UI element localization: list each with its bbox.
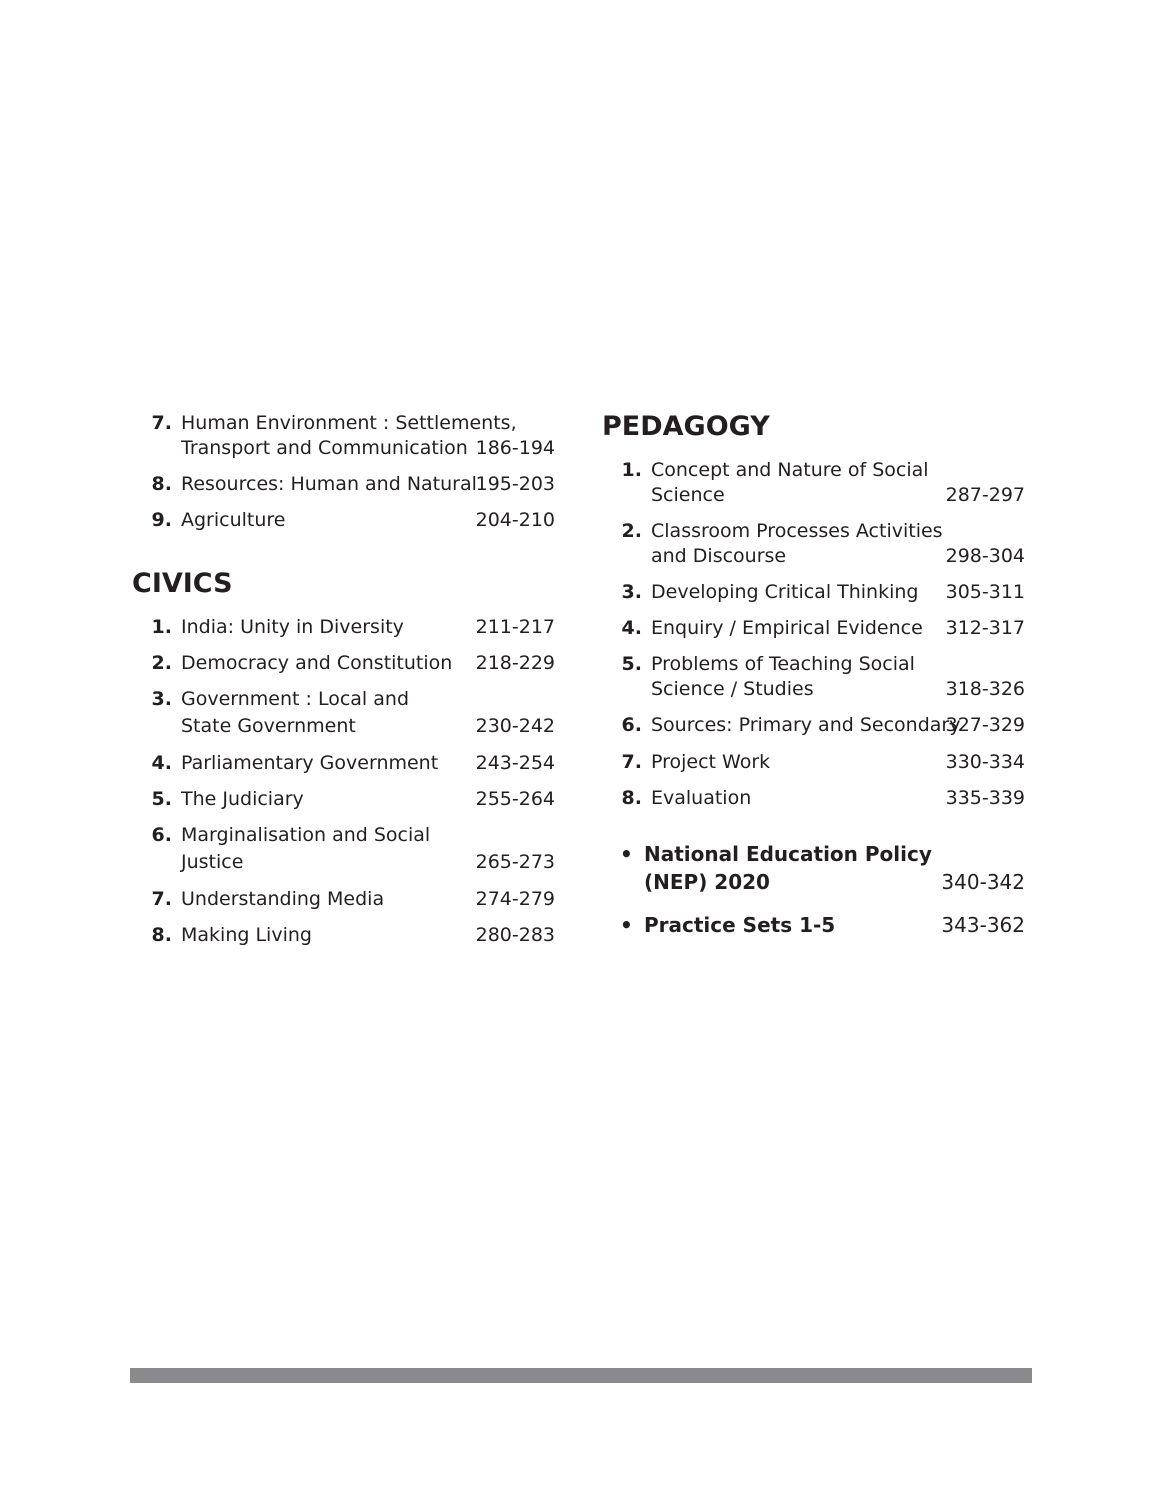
entry-pages: 287-297	[945, 484, 1025, 506]
entry-pages: 312-317	[945, 617, 1025, 639]
entry-number: 2.	[621, 520, 642, 542]
entry-title-line: Sources: Primary and Secondary	[651, 714, 961, 736]
entry-pages: 343-362	[941, 913, 1025, 937]
entry-pages: 265-273	[475, 851, 555, 873]
entry-title-line: India: Unity in Diversity	[181, 616, 404, 638]
entry-title-line: Science	[651, 484, 725, 506]
entry-title-line: Practice Sets 1-5	[644, 913, 836, 937]
section-heading-pedagogy: PEDAGOGY	[602, 411, 770, 442]
entry-title-line: (NEP) 2020	[644, 870, 770, 894]
entry-number: 7.	[151, 412, 172, 434]
entry-title-line: State Government	[181, 715, 356, 737]
entry-title-line: Science / Studies	[651, 678, 814, 700]
entry-pages: 218-229	[475, 652, 555, 674]
entry-title-line: Understanding Media	[181, 888, 385, 910]
entry-title-line: Agriculture	[181, 509, 286, 531]
entry-number: 5.	[151, 788, 172, 810]
bullet-icon: •	[620, 913, 633, 937]
entry-pages: 186-194	[475, 437, 555, 459]
entry-pages: 274-279	[475, 888, 555, 910]
entry-title-line: Government : Local and	[181, 688, 409, 710]
entry-number: 8.	[151, 924, 172, 946]
entry-pages: 330-334	[945, 751, 1025, 773]
entry-title-line: Democracy and Constitution	[181, 652, 453, 674]
entry-pages: 327-329	[945, 714, 1025, 736]
entry-pages: 255-264	[475, 788, 555, 810]
footer-divider-bar	[130, 1368, 1032, 1383]
entry-number: 8.	[621, 787, 642, 809]
entry-pages: 305-311	[945, 581, 1025, 603]
entry-pages: 298-304	[945, 545, 1025, 567]
entry-title-line: Enquiry / Empirical Evidence	[651, 617, 923, 639]
section-heading-civics: CIVICS	[132, 568, 233, 599]
entry-number: 1.	[621, 459, 642, 481]
entry-number: 4.	[151, 752, 172, 774]
entry-pages: 340-342	[941, 870, 1025, 894]
entry-title-line: Resources: Human and Natural	[181, 473, 477, 495]
entry-pages: 230-242	[475, 715, 555, 737]
entry-pages: 318-326	[945, 678, 1025, 700]
entry-number: 3.	[151, 688, 172, 710]
entry-number: 1.	[151, 616, 172, 638]
entry-number: 6.	[151, 824, 172, 846]
entry-title-line: Problems of Teaching Social	[651, 653, 915, 675]
entry-title-line: Marginalisation and Social	[181, 824, 431, 846]
entry-number: 7.	[621, 751, 642, 773]
entry-title-line: Project Work	[651, 751, 771, 773]
entry-title-line: Classroom Processes Activities	[651, 520, 943, 542]
entry-title-line: Evaluation	[651, 787, 752, 809]
entry-title-line: Transport and Communication	[181, 437, 468, 459]
entry-number: 8.	[151, 473, 172, 495]
entry-title-line: The Judiciary	[181, 788, 304, 810]
entry-number: 5.	[621, 653, 642, 675]
entry-title-line: Justice	[181, 851, 244, 873]
entry-title-line: Making Living	[181, 924, 312, 946]
entry-pages: 195-203	[475, 473, 555, 495]
entry-title-line: Developing Critical Thinking	[651, 581, 919, 603]
entry-pages: 211-217	[475, 616, 555, 638]
entry-number: 7.	[151, 888, 172, 910]
bullet-icon: •	[620, 842, 633, 866]
entry-title-line: Concept and Nature of Social	[651, 459, 929, 481]
entry-number: 2.	[151, 652, 172, 674]
entry-title-line: National Education Policy	[644, 842, 932, 866]
entry-number: 6.	[621, 714, 642, 736]
entry-pages: 243-254	[475, 752, 555, 774]
entry-title-line: Human Environment : Settlements,	[181, 412, 517, 434]
entry-pages: 204-210	[475, 509, 555, 531]
entry-number: 9.	[151, 509, 172, 531]
entry-title-line: Parliamentary Government	[181, 752, 439, 774]
entry-pages: 335-339	[945, 787, 1025, 809]
entry-number: 4.	[621, 617, 642, 639]
entry-pages: 280-283	[475, 924, 555, 946]
entry-title-line: and Discourse	[651, 545, 787, 567]
entry-number: 3.	[621, 581, 642, 603]
